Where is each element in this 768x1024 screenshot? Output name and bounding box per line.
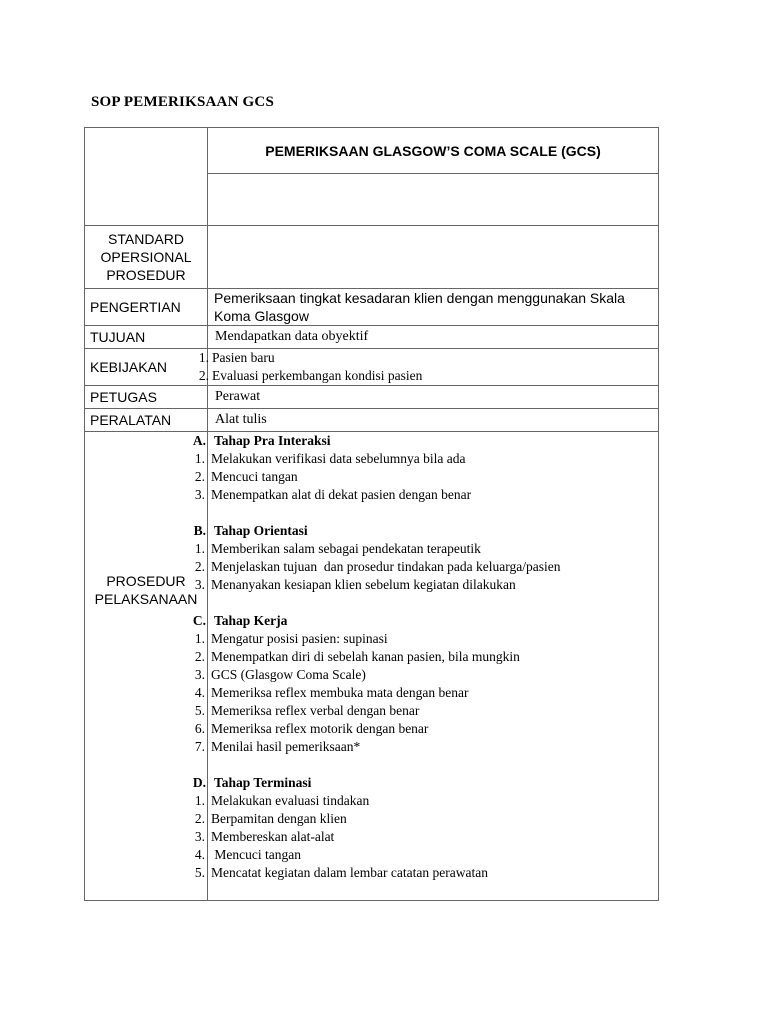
step-number: 1. bbox=[194, 631, 205, 646]
procedure-step bbox=[194, 864, 658, 882]
section-spacer bbox=[208, 594, 658, 612]
step-text: Melakukan evaluasi tindakan bbox=[211, 793, 370, 808]
step-number: 2. bbox=[194, 811, 205, 826]
step-text: Melakukan verifikasi data sebelumnya bila ada bbox=[211, 451, 466, 466]
kebijakan-label: KEBIJAKAN bbox=[85, 349, 208, 386]
step-text: Menempatkan alat di dekat pasien dengan benar bbox=[211, 487, 472, 502]
step-number: 4. bbox=[194, 685, 205, 700]
step-text: Memeriksa reflex motorik dengan benar bbox=[211, 721, 429, 736]
step-number: 3. bbox=[194, 487, 205, 502]
tujuan-value: Mendapatkan data obyektif bbox=[208, 326, 659, 349]
pengertian-label: PENGERTIAN bbox=[85, 289, 208, 326]
kebijakan-item bbox=[198, 367, 658, 385]
step-number: 3. bbox=[194, 577, 205, 592]
section-title: Tahap Orientasi bbox=[214, 523, 308, 538]
section-steps bbox=[194, 450, 658, 504]
sop-label-line3: PROSEDUR bbox=[106, 267, 186, 283]
kebijakan-item bbox=[198, 349, 658, 367]
petugas-value: Perawat bbox=[208, 386, 659, 409]
step-text: Memeriksa reflex verbal dengan benar bbox=[211, 703, 420, 718]
step-text: Menjelaskan tujuan dan prosedur tindakan pada keluarga/pasien bbox=[211, 559, 561, 574]
sop-label-line1: STANDARD bbox=[108, 231, 184, 247]
step-text: Mencuci tangan bbox=[211, 847, 301, 862]
step-number: 1. bbox=[194, 541, 205, 556]
step-text: Mencuci tangan bbox=[211, 469, 298, 484]
procedure-step bbox=[194, 828, 658, 846]
step-text: Mencatat kegiatan dalam lembar catatan perawatan bbox=[211, 865, 488, 880]
prosedur-label-line1: PROSEDUR bbox=[106, 573, 186, 589]
kebijakan-value bbox=[198, 349, 659, 386]
section-heading bbox=[193, 522, 658, 540]
procedure-step bbox=[194, 576, 658, 594]
procedure-step bbox=[194, 792, 658, 810]
kebijakan-list bbox=[198, 349, 658, 385]
procedure-step bbox=[194, 810, 658, 828]
step-text: Mengatur posisi pasien: supinasi bbox=[211, 631, 388, 646]
step-number: 5. bbox=[194, 865, 205, 880]
kebijakan-item-number: 2. bbox=[198, 368, 209, 383]
procedure-step bbox=[194, 648, 658, 666]
step-text: Menilai hasil pemeriksaan* bbox=[211, 739, 361, 754]
section-heading bbox=[192, 612, 658, 630]
step-number: 2. bbox=[194, 649, 205, 664]
procedure-step bbox=[194, 846, 658, 864]
procedure-step bbox=[194, 702, 658, 720]
logo-cell bbox=[85, 128, 208, 226]
section-heading bbox=[192, 774, 658, 792]
kebijakan-item-text: Evaluasi perkembangan kondisi pasien bbox=[212, 368, 423, 383]
pengertian-value: Pemeriksaan tingkat kesadaran klien dengan menggunakan Skala Koma Glasgow bbox=[208, 289, 659, 326]
tujuan-label: TUJUAN bbox=[85, 326, 208, 349]
section-spacer bbox=[208, 504, 658, 522]
section-steps bbox=[194, 792, 658, 882]
procedure-step bbox=[194, 468, 658, 486]
section-letter: B. bbox=[193, 523, 206, 538]
kebijakan-item-text: Pasien baru bbox=[212, 350, 275, 365]
step-number: 6. bbox=[194, 721, 205, 736]
section-title: Tahap Pra Interaksi bbox=[214, 433, 331, 448]
step-number: 3. bbox=[194, 667, 205, 682]
section-letter: A. bbox=[192, 433, 206, 448]
sop-label-line2: OPERSIONAL bbox=[100, 249, 192, 265]
step-text: Membereskan alat-alat bbox=[211, 829, 335, 844]
procedure-step bbox=[194, 738, 658, 756]
peralatan-label: PERALATAN bbox=[85, 409, 208, 432]
section-letter: D. bbox=[192, 775, 206, 790]
procedure-step bbox=[194, 630, 658, 648]
procedure-step bbox=[194, 684, 658, 702]
petugas-label: PETUGAS bbox=[85, 386, 208, 409]
section-letter: C. bbox=[192, 613, 206, 628]
procedure-steps bbox=[192, 432, 659, 901]
step-number: 2. bbox=[194, 469, 205, 484]
section-steps bbox=[194, 540, 658, 594]
kebijakan-item-number: 1. bbox=[198, 350, 209, 365]
step-number: 5. bbox=[194, 703, 205, 718]
section-heading bbox=[192, 432, 658, 450]
step-text: Berpamitan dengan klien bbox=[211, 811, 347, 826]
procedure-step bbox=[194, 558, 658, 576]
step-text: Menempatkan diri di sebelah kanan pasien, bila mungkin bbox=[211, 649, 520, 664]
step-number: 2. bbox=[194, 559, 205, 574]
step-number: 3. bbox=[194, 829, 205, 844]
section-title: Tahap Terminasi bbox=[214, 775, 312, 790]
step-number: 7. bbox=[194, 739, 205, 754]
procedure-title: PEMERIKSAAN GLASGOW’S COMA SCALE (GCS) bbox=[208, 128, 659, 174]
sop-label bbox=[85, 226, 208, 289]
document-title: SOP PEMERIKSAAN GCS bbox=[91, 94, 274, 110]
step-number: 1. bbox=[194, 451, 205, 466]
section-title: Tahap Kerja bbox=[214, 613, 288, 628]
document-info-cell bbox=[208, 174, 659, 226]
step-text: Menanyakan kesiapan klien sebelum kegiatan dilakukan bbox=[211, 577, 516, 592]
prosedur-label bbox=[85, 432, 208, 901]
procedure-step bbox=[194, 666, 658, 684]
procedure-step bbox=[194, 486, 658, 504]
section-steps bbox=[194, 630, 658, 756]
sop-table bbox=[84, 127, 659, 901]
procedure-step bbox=[194, 720, 658, 738]
peralatan-value: Alat tulis bbox=[208, 409, 659, 432]
step-text: Memeriksa reflex membuka mata dengan benar bbox=[211, 685, 469, 700]
sop-info-cell bbox=[208, 226, 659, 289]
procedure-step bbox=[194, 450, 658, 468]
procedure-step bbox=[194, 540, 658, 558]
step-number: 1. bbox=[194, 793, 205, 808]
step-number: 4. bbox=[194, 847, 205, 862]
step-text: Memberikan salam sebagai pendekatan terapeutik bbox=[211, 541, 481, 556]
prosedur-label-line2: PELAKSANAAN bbox=[94, 591, 198, 607]
step-text: GCS (Glasgow Coma Scale) bbox=[211, 667, 366, 682]
section-spacer bbox=[208, 756, 658, 774]
